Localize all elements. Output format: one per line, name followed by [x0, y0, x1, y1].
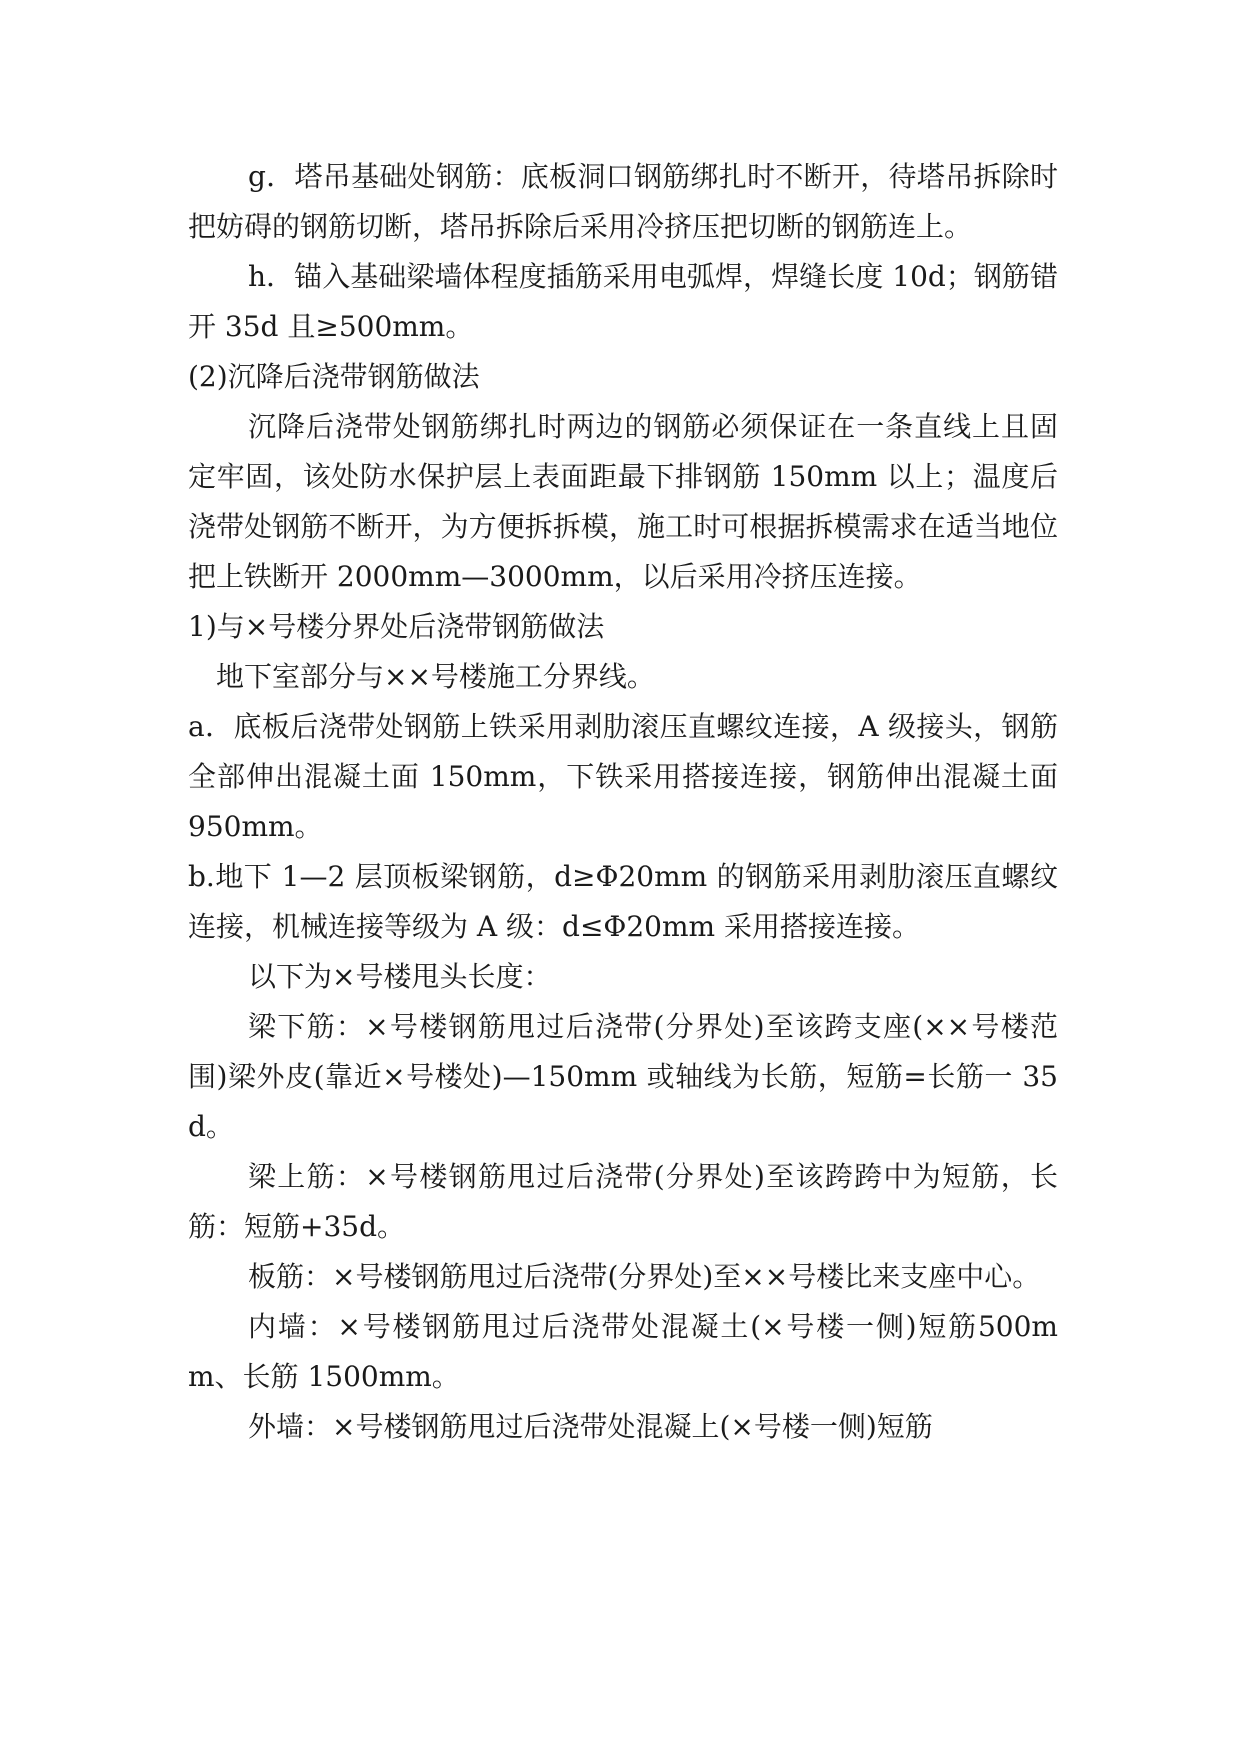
heading-boundary-band: 1)与×号楼分界处后浇带钢筋做法 [188, 610, 605, 643]
paragraph-beam-bottom-bars: 梁下筋：×号楼钢筋甩过后浇带(分界处)至该跨支座(××号楼范围)梁外皮(靠近×号楼处)—150mm 或轴线为长筋，短筋=长筋一 35d。 [188, 1010, 1058, 1143]
paragraph-h-anchor-bars: h．锚入基础梁墙体程度插筋采用电弧焊，焊缝长度 10d；钢筋错开 35d 且≥500mm。 [188, 260, 1058, 343]
paragraph-g-tower-crane: g．塔吊基础处钢筋：底板洞口钢筋绑扎时不断开，待塔吊拆除时把妨碍的钢筋切断，塔吊拆除后采用冷挤压把切断的钢筋连上。 [188, 160, 1058, 243]
paragraph-inner-wall: 内墙：×号楼钢筋甩过后浇带处混凝土(×号楼一侧)短筋500mm、长筋 1500mm。 [188, 1310, 1058, 1393]
paragraph-boundary-line: 地下室部分与××号楼施工分界线。 [216, 660, 655, 693]
paragraph-a-floor-slab: a．底板后浇带处钢筋上铁采用剥肋滚压直螺纹连接，A 级接头，钢筋全部伸出混凝土面 150mm，下铁采用搭接连接，钢筋伸出混凝土面 950mm。 [188, 710, 1058, 843]
heading-settlement-band: (2)沉降后浇带钢筋做法 [188, 360, 480, 393]
paragraph-b-roof-beams: b.地下 1—2 层顶板梁钢筋，d≥Φ20mm 的钢筋采用剥肋滚压直螺纹连接，机械连接等级为 A 级：d≤Φ20mm 采用搭接连接。 [188, 860, 1058, 943]
paragraph-beam-top-bars: 梁上筋：×号楼钢筋甩过后浇带(分界处)至该跨跨中为短筋，长筋：短筋+35d。 [188, 1160, 1058, 1243]
paragraph-outer-wall: 外墙：×号楼钢筋甩过后浇带处混凝上(×号楼一侧)短筋 [248, 1410, 933, 1443]
document-body [188, 152, 1058, 1452]
paragraph-settlement-band: 沉降后浇带处钢筋绑扎时两边的钢筋必须保证在一条直线上且固定牢固，该处防水保护层上表面距最下排钢筋 150mm 以上；温度后浇带处钢筋不断开，为方便拆拆模，施工时可根据拆模需求在适当地位把上铁断开 2000mm—3000mm，以后采用冷挤压连接。 [188, 410, 1058, 593]
paragraph-lap-length-intro: 以下为×号楼甩头长度： [248, 960, 552, 993]
paragraph-slab-bars: 板筋：×号楼钢筋甩过后浇带(分界处)至××号楼比来支座中心。 [248, 1260, 1041, 1293]
